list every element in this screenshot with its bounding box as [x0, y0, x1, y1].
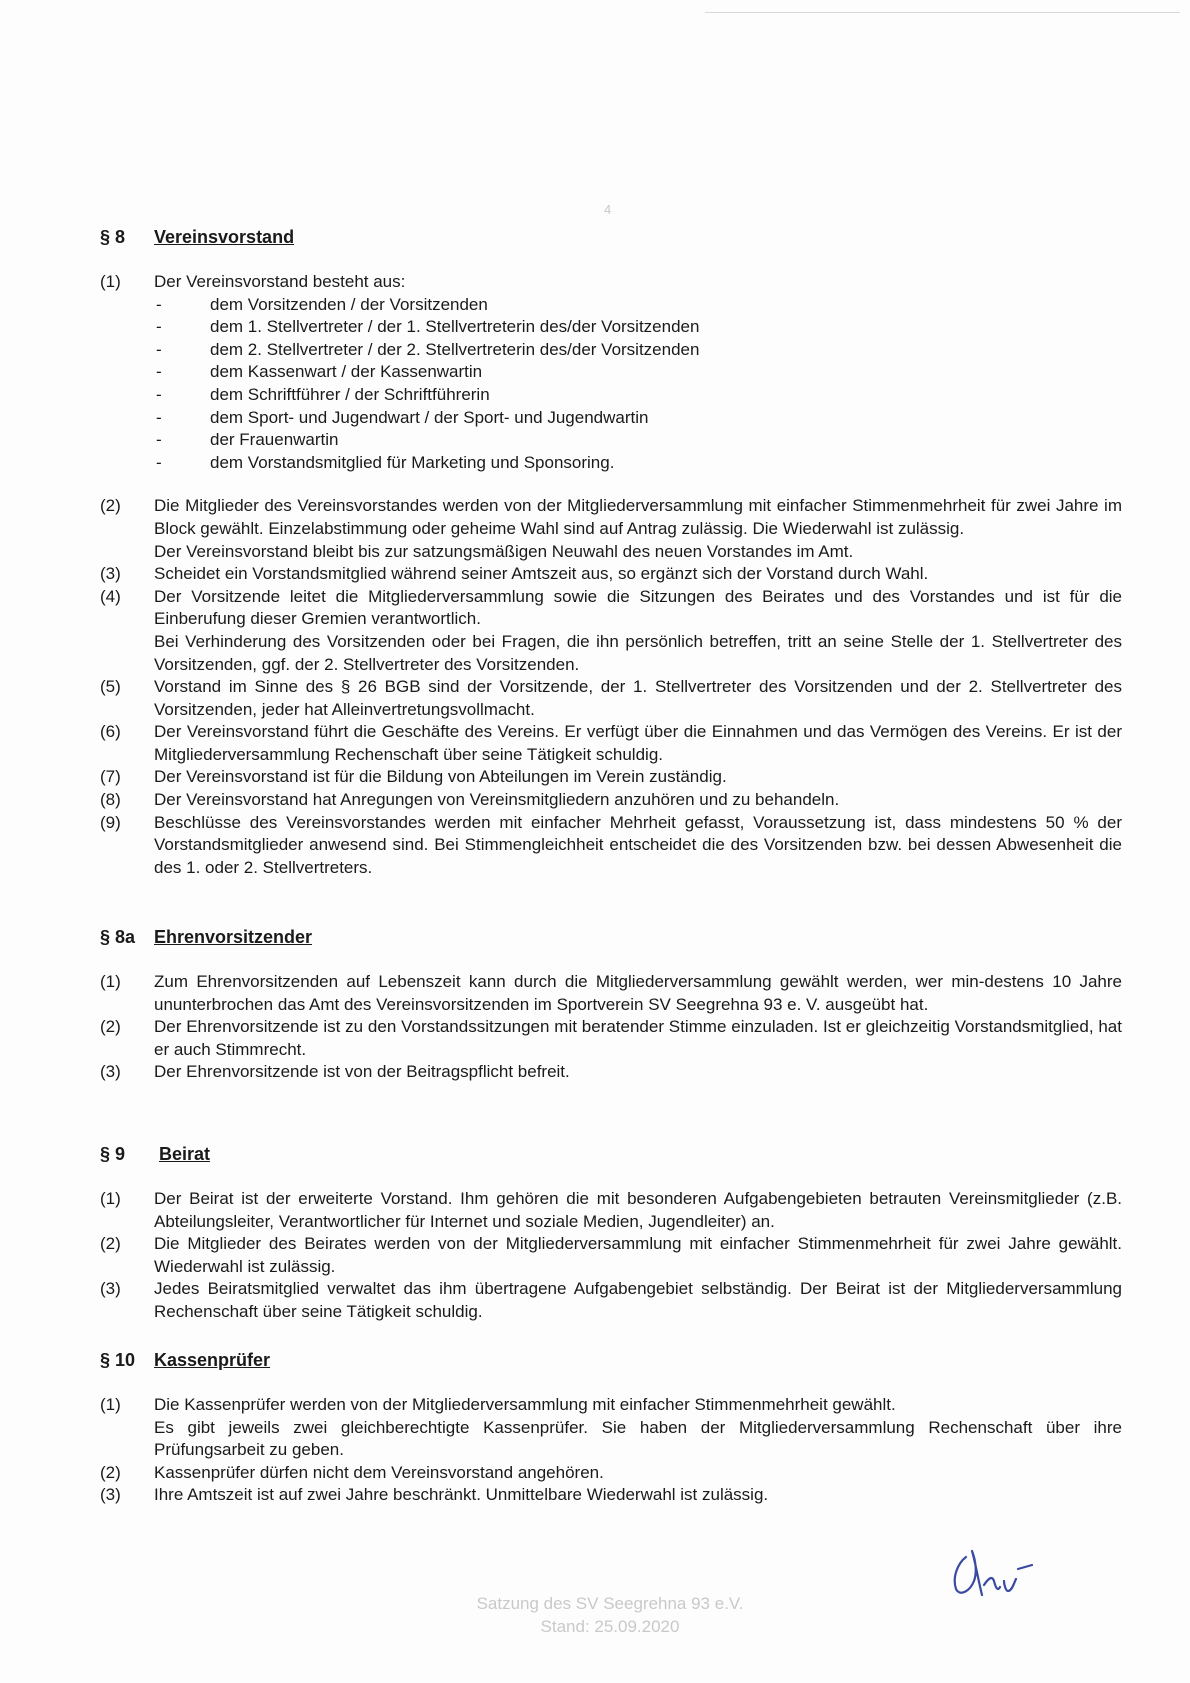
paragraph — [100, 495, 1122, 563]
paragraph-text — [154, 1016, 1122, 1061]
footer-date: Stand: 25.09.2020 — [540, 1617, 680, 1636]
paragraph-text — [154, 766, 1122, 789]
paragraph — [100, 721, 1122, 766]
list-item-text: dem Schriftführer / der Schriftführerin — [210, 384, 490, 404]
dash-list — [154, 294, 1122, 475]
paragraph — [100, 1061, 1122, 1084]
list-item-text: dem Sport- und Jugendwart / der Sport- und Jugendwartin — [210, 407, 649, 427]
paragraph-number: (3) — [100, 1279, 121, 1299]
paragraph — [100, 1462, 1122, 1485]
paragraph-number: (1) — [100, 972, 121, 991]
section-title: Kassenprüfer — [154, 1350, 271, 1370]
paragraph-text — [154, 812, 1122, 880]
paragraph-line: Die Mitglieder des Vereinsvorstandes werden von der Mitgliederversammlung mit einfacher Stimmenmehrheit für zwei Jahre im Block gewählt. Einzelabstimmung oder geheime Wahl sind auf Antrag zulässig. Die Wiederwahl ist zulässig. — [154, 496, 1122, 538]
list-item — [154, 452, 1122, 475]
section-8a — [100, 925, 1122, 1084]
paragraph-text — [154, 586, 1122, 676]
section-heading — [100, 1142, 1122, 1166]
paragraph-text — [154, 563, 1122, 586]
paragraph-text — [154, 1061, 1122, 1084]
paragraph-line: Vorstand im Sinne des § 26 BGB sind der Vorsitzende, der 1. Stellvertreter des Vorsitzenden und der 2. Stellvertreter des Vorsitzenden, jeder hat Alleinvertretungsvollmacht. — [154, 677, 1122, 719]
paragraph-list — [100, 495, 1122, 879]
paragraph-number: (6) — [100, 722, 121, 742]
paragraph-line: Der Vorsitzende leitet die Mitgliederversammlung sowie die Sitzungen des Beirates und des Vorstandes und ist für die Einberufung dieser Gremien verantwortlich. — [154, 586, 1122, 629]
section-number: § 8 — [100, 227, 126, 247]
paragraph — [100, 766, 1122, 789]
dash-bullet: - — [156, 384, 162, 404]
section-heading — [100, 1348, 1122, 1372]
paragraph-number: (2) — [100, 1017, 121, 1037]
paragraph-text — [154, 1484, 1122, 1507]
paragraph-text — [154, 271, 1122, 474]
paragraph-line: Der Ehrenvorsitzende ist zu den Vorstandssitzungen mit beratender Stimme einzuladen. Ist er gleichzeitig Vorstandsmitglied, hat er auch Stimmrecht. — [154, 1017, 1122, 1059]
paragraph — [100, 1484, 1122, 1507]
list-item-text: der Frauenwartin — [210, 430, 339, 450]
paragraph-number: (1) — [100, 1395, 121, 1414]
paragraph-text — [154, 721, 1122, 766]
list-item — [154, 384, 1122, 407]
dash-bullet: - — [156, 407, 162, 427]
dash-bullet: - — [156, 452, 162, 472]
paragraph — [100, 789, 1122, 812]
paragraph — [100, 271, 1122, 474]
list-item — [154, 429, 1122, 452]
paragraph-text — [154, 1233, 1122, 1278]
paragraph-list — [100, 1394, 1122, 1507]
footer-title: Satzung des SV Seegrehna 93 e.V. — [476, 1594, 744, 1613]
section-heading — [100, 925, 1122, 949]
paragraph-text — [154, 971, 1122, 1016]
paragraph — [100, 1188, 1122, 1233]
list-item — [154, 294, 1122, 317]
section-title: Vereinsvorstand — [154, 227, 295, 247]
section-9 — [100, 1142, 1122, 1324]
paragraph-line: Der Vereinsvorstand bleibt bis zur satzungsmäßigen Neuwahl des neuen Vorstandes im Amt. — [154, 541, 854, 561]
paragraph-line: Kassenprüfer dürfen nicht dem Vereinsvorstand angehören. — [154, 1462, 604, 1482]
list-item — [154, 316, 1122, 339]
paragraph-line: Die Mitglieder des Beirates werden von der Mitgliederversammlung mit einfacher Stimmenmehrheit für zwei Jahre gewählt. Wiederwahl ist zulässig. — [154, 1234, 1122, 1276]
section-10 — [100, 1348, 1122, 1507]
list-item-text: dem Vorsitzenden / der Vorsitzenden — [210, 294, 488, 314]
paragraph-line: Der Vereinsvorstand besteht aus: — [154, 272, 406, 291]
paragraph-number: (2) — [100, 1462, 121, 1482]
dash-bullet: - — [156, 317, 162, 337]
list-item — [154, 407, 1122, 430]
list-item-text: dem 2. Stellvertreter / der 2. Stellvertreterin des/der Vorsitzenden — [210, 339, 700, 359]
section-number: § 10 — [100, 1350, 136, 1370]
dash-bullet: - — [156, 430, 162, 450]
signature-mark — [948, 1545, 1040, 1603]
list-item-text: dem Kassenwart / der Kassenwartin — [210, 362, 483, 382]
list-item — [154, 339, 1122, 362]
paragraph — [100, 676, 1122, 721]
paragraph — [100, 1394, 1122, 1462]
section-title: Ehrenvorsitzender — [154, 927, 313, 947]
paragraph-number: (1) — [100, 1189, 121, 1208]
paragraph-text — [154, 1278, 1122, 1323]
paragraph — [100, 1016, 1122, 1061]
paragraph-line: Scheidet ein Vorstandsmitglied während seiner Amtszeit aus, so ergänzt sich der Vorstand durch Wahl. — [154, 564, 929, 584]
paragraph-text — [154, 789, 1122, 812]
paragraph-number: (1) — [100, 272, 121, 291]
list-item-text: dem Vorstandsmitglied für Marketing und Sponsoring. — [210, 452, 615, 472]
paragraph-text — [154, 495, 1122, 563]
paragraph-text — [154, 676, 1122, 721]
scan-edge-line — [705, 12, 1180, 13]
paragraph — [100, 812, 1122, 880]
paragraph-number: (8) — [100, 790, 121, 810]
paragraph-list — [100, 971, 1122, 1084]
paragraph-list — [100, 1188, 1122, 1324]
list-item-text: dem 1. Stellvertreter / der 1. Stellvertreterin des/der Vorsitzenden — [210, 317, 700, 337]
list-item — [154, 361, 1122, 384]
dash-bullet: - — [156, 362, 162, 382]
paragraph — [100, 971, 1122, 1016]
paragraph-number: (4) — [100, 586, 121, 606]
paragraph-text — [154, 1188, 1122, 1233]
paragraph-number: (3) — [100, 1485, 121, 1505]
paragraph-text — [154, 1462, 1122, 1485]
paragraph-line: Der Ehrenvorsitzende ist von der Beitragspflicht befreit. — [154, 1062, 570, 1082]
paragraph-number: (3) — [100, 564, 121, 584]
paragraph — [100, 586, 1122, 676]
paragraph-line: Zum Ehrenvorsitzenden auf Lebenszeit kann durch die Mitgliederversammlung gewählt werden, wer min-destens 10 Jahre ununterbrochen das Amt des Vereinsvorsitzenden im Sportverein SV Seegrehna 93 e. V. ausgeübt hat. — [154, 972, 1122, 1014]
paragraph-line: Ihre Amtszeit ist auf zwei Jahre beschränkt. Unmittelbare Wiederwahl ist zulässig. — [154, 1485, 769, 1505]
paragraph-number: (2) — [100, 1234, 121, 1254]
paragraph-line: Jedes Beiratsmitglied verwaltet das ihm übertragene Aufgabengebiet selbständig. Der Beirat ist der Mitgliederversammlung Rechenschaft über seine Tätigkeit schuldig. — [154, 1279, 1122, 1321]
paragraph-text — [154, 1394, 1122, 1462]
dash-bullet: - — [156, 339, 162, 359]
dash-bullet: - — [156, 294, 162, 314]
section-title: Beirat — [159, 1144, 211, 1164]
paragraph-line: Bei Verhinderung des Vorsitzenden oder bei Fragen, die ihn persönlich betreffen, tritt an seine Stelle der 1. Stellvertreter des Vorsitzenden, ggf. der 2. Stellvertreter des Vorsitzenden. — [154, 631, 1122, 674]
paragraph-number: (2) — [100, 496, 121, 516]
paragraph — [100, 1278, 1122, 1323]
section-number: § 8a — [100, 927, 136, 947]
section-heading — [100, 225, 1122, 249]
paragraph-line: Der Vereinsvorstand hat Anregungen von Vereinsmitgliedern anzuhören und zu behandeln. — [154, 790, 840, 810]
paragraph-line: Beschlüsse des Vereinsvorstandes werden mit einfacher Mehrheit gefasst, Voraussetzung ist, dass mindestens 50 % der Vorstandsmitglieder anwesend sind. Bei Stimmengleichheit entscheidet die des Vorsitzenden bzw. bei dessen Abwesenheit die des 1. oder 2. Stellvertreters. — [154, 812, 1122, 877]
paragraph-line: Der Vereinsvorstand führt die Geschäfte des Vereins. Er verfügt über die Einnahmen und das Vermögen des Vereins. Er ist der Mitgliederversammlung Rechenschaft über seine Tätigkeit schuldig. — [154, 722, 1122, 764]
paragraph-line: Der Vereinsvorstand ist für die Bildung von Abteilungen im Verein zuständig. — [154, 767, 727, 787]
paragraph — [100, 1233, 1122, 1278]
paragraph-line: Die Kassenprüfer werden von der Mitgliederversammlung mit einfacher Stimmenmehrheit gewählt. — [154, 1395, 896, 1414]
section-8 — [100, 225, 1122, 879]
paragraph — [100, 563, 1122, 586]
paragraph-number: (5) — [100, 677, 121, 697]
paragraph-number: (3) — [100, 1062, 121, 1082]
paragraph-number: (9) — [100, 812, 121, 832]
paragraph-number: (7) — [100, 767, 121, 787]
section-number: § 9 — [100, 1144, 126, 1164]
paragraph-line: Der Beirat ist der erweiterte Vorstand. Ihm gehören die mit besonderen Aufgabengebieten betrauten Vereinsmitglieder (z.B. Abteilungsleiter, Verantwortlicher für Internet und soziale Medien, Jugendleiter) an. — [154, 1189, 1122, 1231]
paragraph-line: Es gibt jeweils zwei gleichberechtigte Kassenprüfer. Sie haben der Mitgliederversammlung Rechenschaft über ihre Prüfungsarbeit zu geben. — [154, 1417, 1122, 1460]
page-number: 4 — [604, 202, 612, 217]
